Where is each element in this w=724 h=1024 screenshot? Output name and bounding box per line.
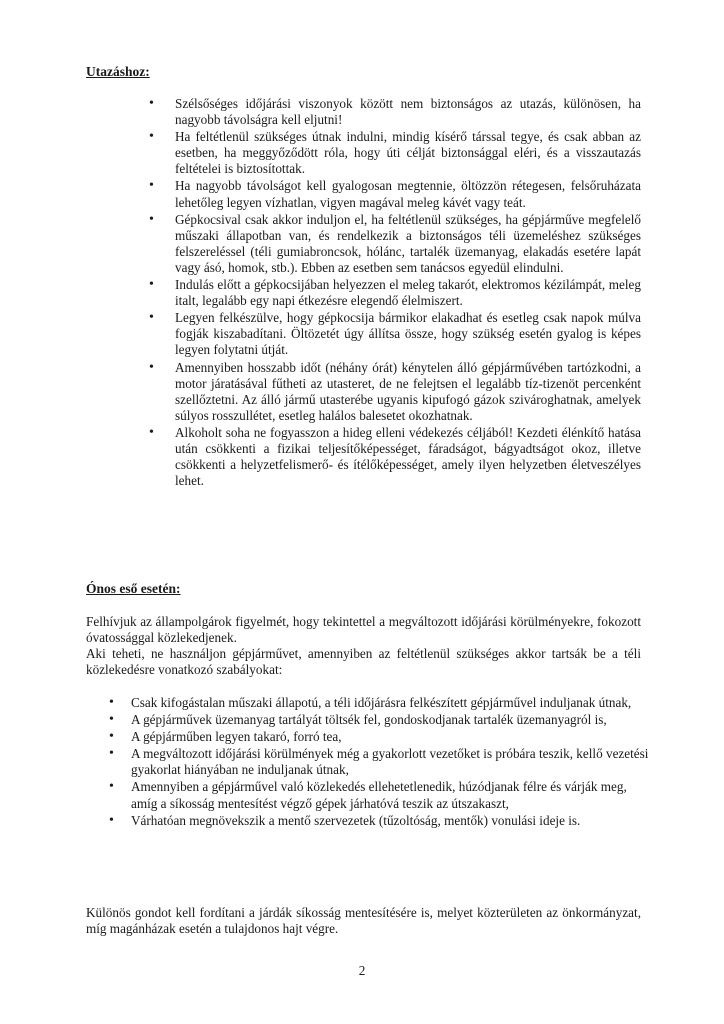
list-item: • A megváltozott időjárási körülmények még a gyakorlott vezetőket is próbára teszik, kellő vezetési gyakorlat hiányában ne induljanak útnak, [109,746,649,778]
section-heading-freezing-rain: Ónos eső esetén: [86,581,181,596]
list-item: • Várhatóan megnövekszik a mentő szervezetek (tűzoltóság, mentők) vonulási ideje is. [109,813,649,829]
list-item: • Szélsőséges időjárási viszonyok között nem biztonságos az utazás, különösen, ha nagyobb távolságra kell eljutni! [149,96,641,128]
list-item: • Alkoholt soha ne fogyasszon a hideg elleni védekezés céljából! Kezdeti élénkítő hatása után csökkenti a fizikai teljesítőképességet, fáradságot, bágyadtságot okoz, illetve csökkenti a helyzetfelismerő- és ítélőképességet, amely ilyen helyzetben életveszélyes lehet. [149,425,641,489]
list-item: • A gépjárművek üzemanyag tartályát töltsék fel, gondoskodjanak tartalék üzemanyagról is, [109,712,649,728]
list-item: • Indulás előtt a gépkocsijában helyezzen el meleg takarót, elektromos kézilámpát, meleg italt, legalább egy napi étkezésre elegendő élelmiszert. [149,277,641,309]
list-item: • Legyen felkészülve, hogy gépkocsija bármikor elakadhat és esetleg csak napok múlva fogják kiszabadítani. Öltözetét úgy állítsa össze, hogy szükség esetén gyalog is képes legyen folytatni útját. [149,310,641,358]
list-item: • Csak kifogástalan műszaki állapotú, a téli időjárásra felkészített gépjárművel induljanak útnak, [109,695,649,711]
page-number: 2 [358,963,366,978]
list-item: • Ha nagyobb távolságot kell gyalogosan megtennie, öltözzön rétegesen, felsőruházata lehetőleg legyen vízhatlan, vigyen magával meleg kávét vagy teát. [149,178,641,210]
section-heading-travel: Utazáshoz: [86,64,150,79]
paragraph-sidewalk: Különös gondot kell fordítani a járdák síkosság mentesítésére is, melyet közterületen az önkormányzat, míg magánházak esetén a tulajdonos hajt végre. [86,905,641,937]
list-item: • Ha feltétlenül szükséges útnak indulni, mindig kísérő társsal tegye, és csak abban az esetben, ha meggyőződött róla, hogy úti célját biztonsággal eléri, és a visszautazás feltételei is biztosítottak. [149,129,641,177]
winter-driving-rules-list [109,695,649,830]
list-item: • A gépjárműben legyen takaró, forró tea, [109,729,649,745]
list-item: • Gépkocsival csak akkor induljon el, ha feltétlenül szükséges, ha gépjárműve megfelelő műszaki állapotban van, és rendelkezik a biztonságos téli üzemeléshez szükséges felszereléssel (téli gumiabroncsok, hólánc, tartalék üzemanyag, elakadás esetére lapát vagy ásó, homok, stb.). Ebben az esetben sem tanácsos egyedül elindulni. [149,212,641,276]
paragraph-rules-intro: Aki teheti, ne használjon gépjárművet, amennyiben az feltétlenül szükséges akkor tartsák be a téli közlekedésre vonatkozó szabályokat: [86,646,641,678]
list-item: • Amennyiben a gépjárművel való közlekedés ellehetetlenedik, húzódjanak félre és várják meg, amíg a síkosság mentesítést végző gépek járhatóvá teszik az útszakaszt, [109,779,649,811]
travel-advice-list [149,96,641,490]
paragraph-warning: Felhívjuk az állampolgárok figyelmét, hogy tekintettel a megváltozott időjárási körülményekre, fokozott óvatossággal közlekedjenek. [86,614,641,646]
list-item: • Amennyiben hosszabb időt (néhány órát) kénytelen álló gépjárművében tartózkodni, a motor járatásával fűtheti az utasteret, de ne felejtsen el legalább tíz-tizenöt percenként szellőztetni. Az álló jármű utasterébe ugyanis kipufogó gázok szivároghatnak, amelyek súlyos rosszullétet, esetleg halálos balesetet okozhatnak. [149,360,641,424]
